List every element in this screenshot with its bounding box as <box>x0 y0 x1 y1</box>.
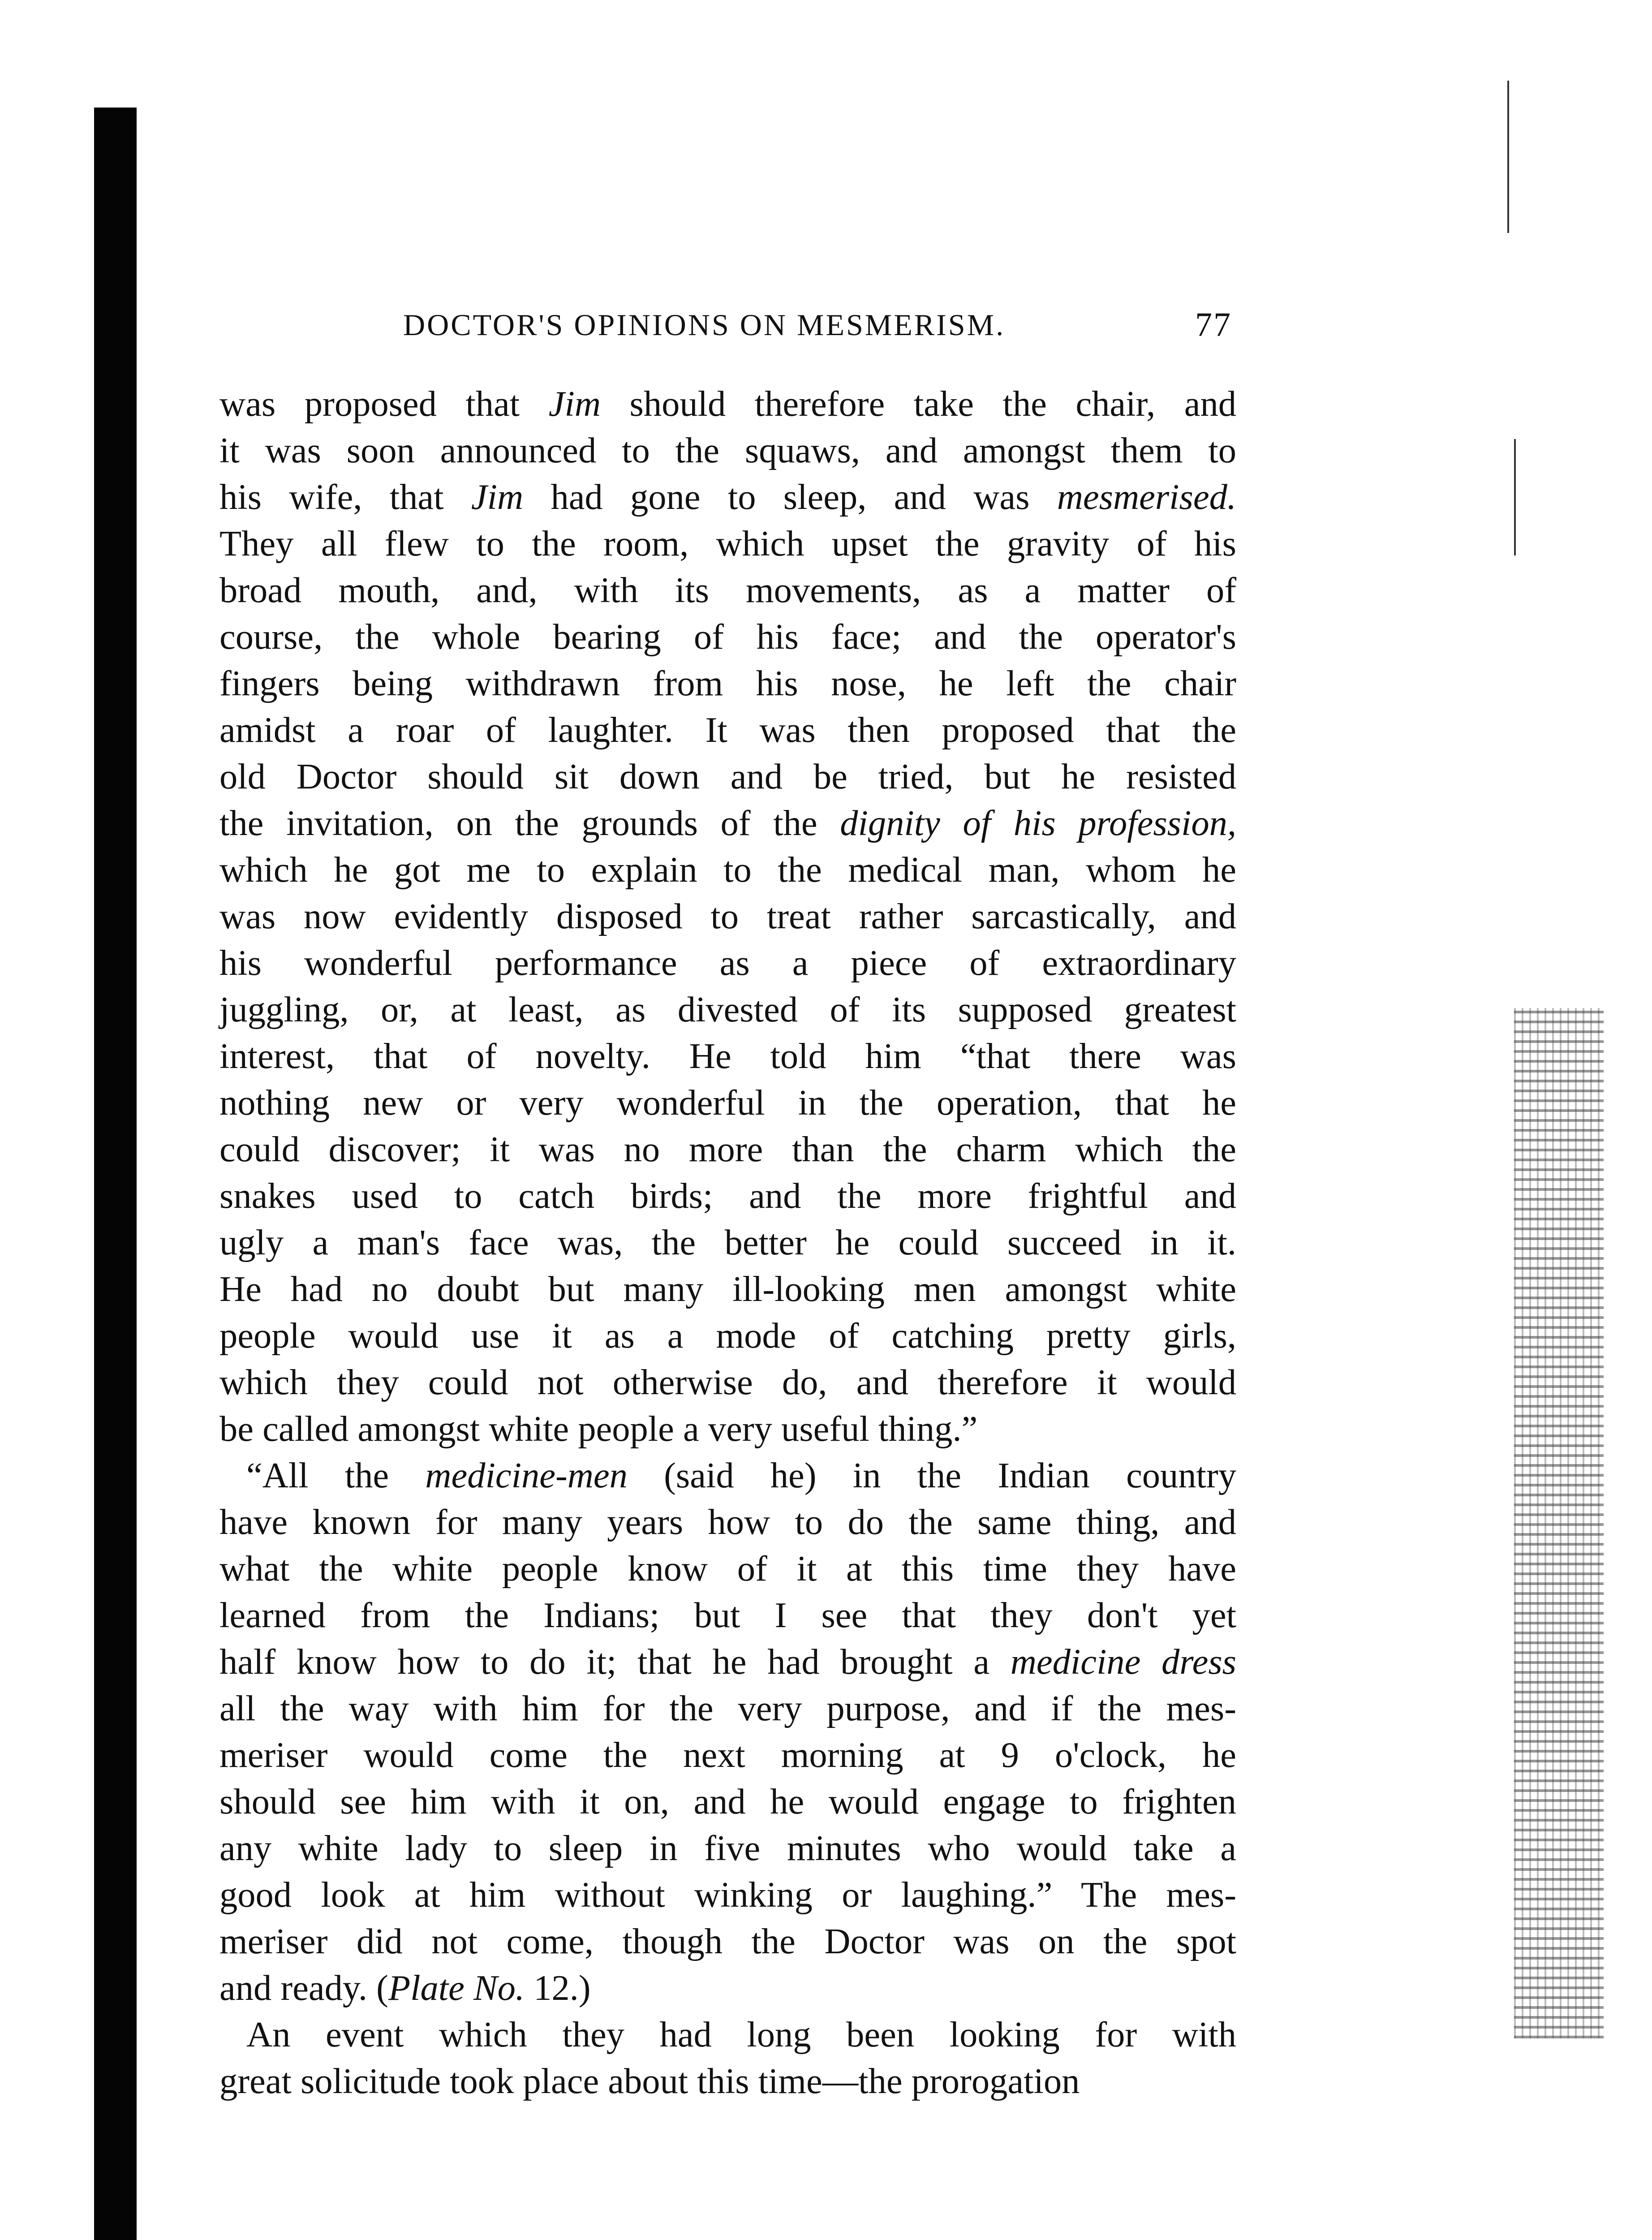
page-edge-line <box>1507 81 1509 233</box>
text-line: meriser did not come, though the Doctor was on the spot <box>219 1921 1236 1961</box>
text-line: could discover; it was no more than the charm which the <box>219 1129 1236 1169</box>
text-line: fingers being withdrawn from his nose, he left the chair <box>219 663 1236 703</box>
italic-text: Jim <box>471 477 524 517</box>
text-line: snakes used to catch birds; and the more frightful and <box>219 1176 1236 1216</box>
text-line: was now evidently disposed to treat rather sarcastically, and <box>219 896 1236 936</box>
text-line: be called amongst white people a very useful thing.” <box>219 1409 978 1449</box>
text-line: the invitation, on the grounds of the dignity of his profession, <box>219 803 1236 843</box>
paragraph <box>219 2012 1236 2105</box>
text-line: any white lady to sleep in five minutes who would take a <box>219 1828 1236 1868</box>
text-line: good look at him without winking or laughing.” The mes- <box>219 1875 1236 1915</box>
paragraph <box>219 381 1236 1452</box>
italic-text: mesmerised. <box>1057 477 1236 517</box>
page-number: 77 <box>1195 306 1232 344</box>
text-line: interest, that of novelty. He told him “that there was <box>219 1036 1236 1076</box>
italic-text: medicine dress <box>1010 1642 1236 1682</box>
italic-text: dignity of his profession, <box>840 803 1236 843</box>
text-line: his wife, that Jim had gone to sleep, and was mesmerised. <box>219 477 1236 517</box>
text-line: learned from the Indians; but I see that they don't yet <box>219 1595 1236 1635</box>
text-line: An event which they had long been looking for with <box>246 2015 1236 2055</box>
running-head: DOCTOR'S OPINIONS ON MESMERISM. <box>403 307 1006 342</box>
text-line: He had no doubt but many ill-looking men amongst white <box>219 1269 1236 1309</box>
bleed-through-noise <box>1514 1008 1604 2038</box>
italic-text: medicine-men <box>425 1456 628 1495</box>
text-line: juggling, or, at least, as divested of its supposed greatest <box>219 990 1236 1030</box>
text-line: amidst a roar of laughter. It was then proposed that the <box>219 710 1236 750</box>
text-line: it was soon announced to the squaws, and amongst them to <box>219 431 1236 470</box>
text-line: should see him with it on, and he would engage to frighten <box>219 1782 1236 1822</box>
page-header <box>403 305 1232 345</box>
text-line: was proposed that Jim should therefore take the chair, and <box>219 384 1236 424</box>
italic-text: Jim <box>548 384 601 424</box>
text-line: and ready. (Plate No. 12.) <box>219 1968 591 2008</box>
text-line: nothing new or very wonderful in the operation, that he <box>219 1083 1236 1123</box>
text-line: half know how to do it; that he had brought a medicine dress <box>219 1642 1236 1682</box>
text-line: old Doctor should sit down and be tried, but he resisted <box>219 757 1236 797</box>
paragraph <box>219 1452 1236 2012</box>
text-line: which they could not otherwise do, and therefore it would <box>219 1362 1236 1402</box>
text-line: his wonderful performance as a piece of extraordinary <box>219 943 1236 983</box>
text-line: course, the whole bearing of his face; and the operator's <box>219 617 1236 657</box>
page-edge-line <box>1514 439 1516 556</box>
text-line: ugly a man's face was, the better he could succeed in it. <box>219 1223 1236 1262</box>
text-line: people would use it as a mode of catching pretty girls, <box>219 1316 1236 1356</box>
text-line: broad mouth, and, with its movements, as a matter of <box>219 570 1236 610</box>
italic-text: Plate No. <box>388 1968 525 2008</box>
text-line: “All the medicine-men (said he) in the Indian country <box>246 1456 1236 1495</box>
text-line: great solicitude took place about this time—the prorogation <box>219 2061 1080 2101</box>
body-text <box>219 381 1236 2105</box>
text-line: They all flew to the room, which upset the gravity of his <box>219 524 1236 564</box>
binding-shadow <box>94 108 137 2240</box>
text-line: have known for many years how to do the same thing, and <box>219 1502 1236 1542</box>
text-line: all the way with him for the very purpose, and if the mes- <box>219 1689 1236 1728</box>
text-line: which he got me to explain to the medical man, whom he <box>219 850 1236 890</box>
text-line: what the white people know of it at this time they have <box>219 1549 1236 1589</box>
text-line: meriser would come the next morning at 9 o'clock, he <box>219 1735 1236 1775</box>
